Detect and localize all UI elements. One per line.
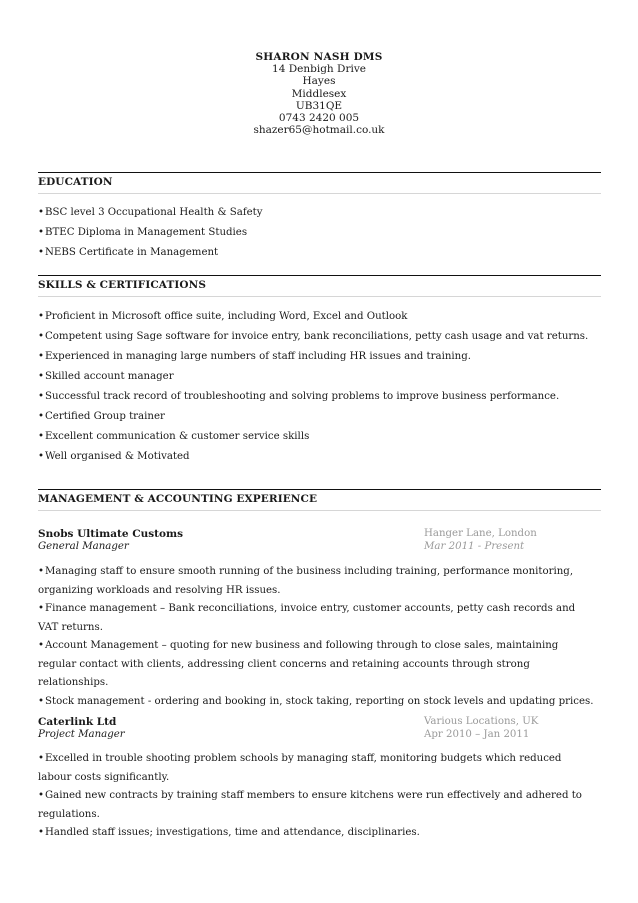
job-location: Hanger Lane, London [424,528,537,539]
list-item [38,226,601,246]
list-item [38,450,601,470]
duty-item: Finance management – Bank reconciliations, invoice entry, customer accounts, petty cash records and VAT returns. [38,603,576,633]
skill-item: Well organised & Motivated [45,451,190,462]
contact-header [0,51,638,136]
bullet-icon: • [38,603,45,614]
list-item [38,310,601,330]
job-location: Various Locations, UK [424,716,539,727]
address-line-3: Middlesex [291,87,347,100]
skill-item: Competent using Sage software for invoice entry, bank reconciliations, petty cash usage and vat returns. [45,331,589,342]
skills-list [38,310,601,470]
bullet-icon: • [38,431,45,442]
list-item [38,637,598,693]
bullet-icon: • [38,207,45,218]
list-item [38,750,598,787]
bullet-icon: • [38,827,45,838]
list-item [38,390,601,410]
candidate-name: SHARON NASH DMS [255,51,383,63]
bullet-icon: • [38,311,45,322]
phone-number: 0743 2420 005 [278,112,360,125]
job-duties-list [38,563,598,711]
education-item: NEBS Certificate in Management [45,247,219,258]
list-item [38,600,598,637]
education-title: EDUCATION [38,176,113,188]
bullet-icon: • [38,391,45,402]
experience-title: MANAGEMENT & ACCOUNTING EXPERIENCE [38,493,318,505]
skill-item: Skilled account manager [45,371,174,382]
bullet-icon: • [38,227,45,238]
duty-item: Excelled in trouble shooting problem schools by managing staff, monitoring budgets which reduced labour costs significantly. [38,753,562,783]
job-duties-list [38,750,598,843]
skills-section-header [38,275,601,297]
bullet-icon: • [38,566,45,577]
list-item [38,246,601,266]
duty-item: Managing staff to ensure smooth running of the business including training, performance monitoring, organizing workloads and resolving HR issues. [38,566,574,596]
list-item [38,787,598,824]
bullet-icon: • [38,695,45,707]
list-item [38,350,601,370]
duty-item: Account Management – quoting for new business and following through to close sales, maintaining regular contact with clients, addressing client concerns and retaining accounts through strong relationships. [38,640,559,688]
education-item: BSC level 3 Occupational Health & Safety [45,207,263,218]
company-name: Snobs Ultimate Customs [38,528,183,540]
bullet-icon: • [38,640,45,651]
list-item [38,563,598,600]
list-item [38,370,601,390]
job-role: Project Manager [38,729,125,740]
address-line-2: Hayes [302,75,336,88]
skill-item: Certified Group trainer [45,411,165,422]
company-name: Caterlink Ltd [38,716,117,728]
bullet-icon: • [38,247,45,258]
email-address: shazer65@hotmail.co.uk [253,124,385,137]
education-item: BTEC Diploma in Management Studies [45,227,248,238]
skill-item: Proficient in Microsoft office suite, including Word, Excel and Outlook [45,311,408,322]
bullet-icon: • [38,790,45,801]
duty-item: Stock management - ordering and booking in, stock taking, reporting on stock levels and updating prices. [45,695,594,707]
list-item [38,430,601,450]
list-item [38,330,601,350]
skill-item: Successful track record of troubleshooting and solving problems to improve business performance. [45,391,560,402]
skill-item: Experienced in managing large numbers of staff including HR issues and training. [45,351,471,362]
list-item [38,693,598,712]
education-list [38,206,601,266]
experience-section-header [38,489,601,511]
address-line-4: UB31QE [295,99,343,112]
skill-item: Excellent communication & customer service skills [45,431,310,442]
education-section-header [38,172,601,194]
bullet-icon: • [38,411,45,422]
bullet-icon: • [38,371,45,382]
duty-item: Gained new contracts by training staff members to ensure kitchens were run effectively and adhered to regulations. [38,790,582,820]
duty-item: Handled staff issues; investigations, time and attendance, disciplinaries. [45,827,420,838]
bullet-icon: • [38,331,45,342]
job-dates: Apr 2010 – Jan 2011 [424,729,530,740]
skills-title: SKILLS & CERTIFICATIONS [38,279,207,291]
bullet-icon: • [38,753,45,764]
list-item [38,410,601,430]
job-role: General Manager [38,541,129,552]
job-dates: Mar 2011 - Present [424,541,525,552]
bullet-icon: • [38,451,45,462]
list-item [38,824,598,843]
bullet-icon: • [38,351,45,362]
address-line-1: 14 Denbigh Drive [272,63,366,76]
list-item [38,206,601,226]
